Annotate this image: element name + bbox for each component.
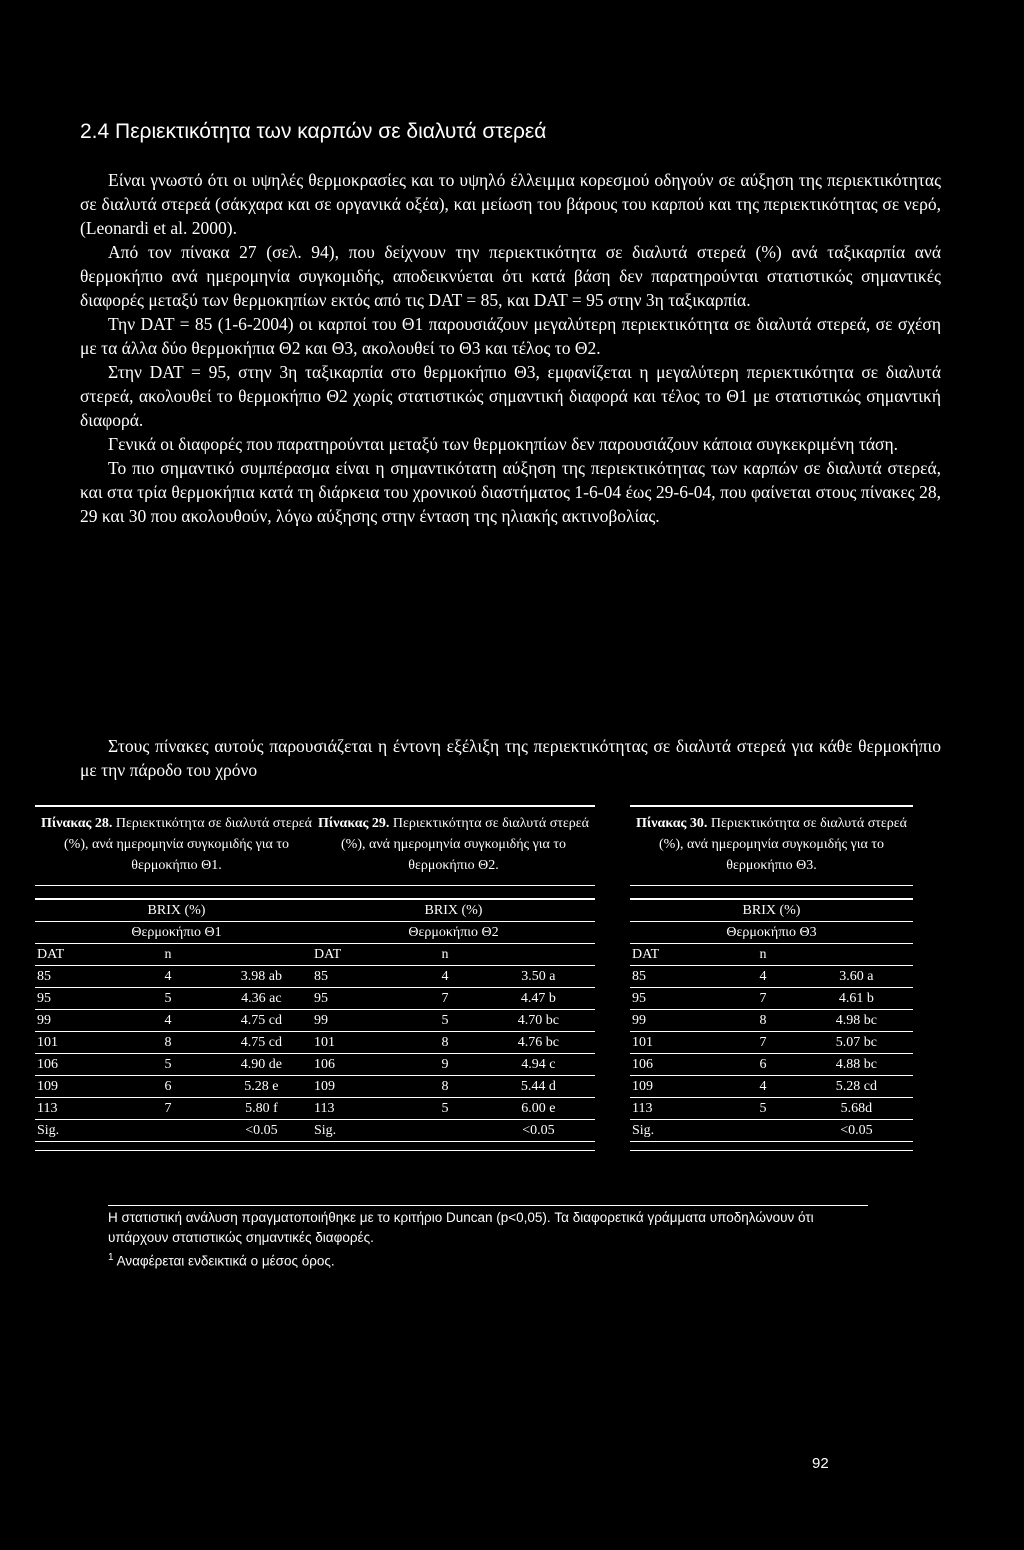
table-caption-number: Πίνακας 28. <box>41 816 113 831</box>
paragraph-3: Την DAT = 85 (1-6-2004) οι καρποί του Θ1 παρουσιάζουν μεγαλύτερη περιεκτικότητα σε διαλυτά στερεά, σε σχέση με τα άλλα δύο θερμοκήπια Θ2 και Θ3, ακολουθεί το Θ3 και τέλος το Θ2. <box>80 314 941 358</box>
table-row: 113 5 5.68d <box>630 1098 913 1120</box>
sig-row: Sig. <0.05 <box>35 1120 318 1142</box>
paragraph-6: Το πιο σημαντικό συμπέρασμα είναι η σημαντικότατη αύξηση της περιεκτικότητας των καρπών σε διαλυτά στερεά, και στα τρία θερμοκήπια κατά τη διάρκεια του χρονικού διαστήματος 1-6-04 έως 29-6-04, που φαίνεται στους πίνακες 28, 29 και 30 που ακολουθούν, λόγω αύξησης στην ένταση της ηλιακής ακτινοβολίας. <box>80 458 941 526</box>
greenhouse-header: Θερμοκήπιο Θ3 <box>630 922 913 944</box>
table-caption-number: Πίνακας 30. <box>636 816 708 831</box>
table-caption-number: Πίνακας 29. <box>318 816 390 831</box>
table-row: 113 5 6.00 e <box>312 1098 595 1120</box>
col-n: n <box>131 944 205 966</box>
table-row: 106 5 4.90 de <box>35 1054 318 1076</box>
col-dat: DAT <box>312 944 408 966</box>
table-row: 106 9 4.94 c <box>312 1054 595 1076</box>
table-28 <box>35 805 318 1151</box>
brix-header: BRIX (%) <box>312 899 595 922</box>
table-row: 101 8 4.76 bc <box>312 1032 595 1054</box>
footnote-mark: 1 <box>108 1252 114 1263</box>
table-row: 106 6 4.88 bc <box>630 1054 913 1076</box>
table-row: 99 4 4.75 cd <box>35 1010 318 1032</box>
table-row: 109 8 5.44 d <box>312 1076 595 1098</box>
table-row: 85 4 3.98 ab <box>35 966 318 988</box>
table-row: 95 7 4.61 b <box>630 988 913 1010</box>
table-row: 85 4 3.60 a <box>630 966 913 988</box>
table-caption-text: Περιεκτικότητα σε διαλυτά στερεά (%), ανά ημερομηνία συγκομιδής για το θερμοκήπιο Θ2. <box>341 816 589 873</box>
closing-text <box>80 734 941 782</box>
table-row: 99 5 4.70 bc <box>312 1010 595 1032</box>
table-row: 101 7 5.07 bc <box>630 1032 913 1054</box>
brix-table <box>312 898 595 1142</box>
footnote-line-2: $^1$ Αναφέρεται ενδεικτικά ο μέσος όρος. <box>108 1252 335 1269</box>
table-row: 85 4 3.50 a <box>312 966 595 988</box>
table-caption-text: Περιεκτικότητα σε διαλυτά στερεά (%), ανά ημερομηνία συγκομιδής για το θερμοκήπιο Θ1. <box>64 816 312 873</box>
page-number: 92 <box>812 1455 829 1472</box>
table-30 <box>630 805 913 1151</box>
table-row: 113 7 5.80 f <box>35 1098 318 1120</box>
footnote <box>108 1205 868 1272</box>
table-caption-text: Περιεκτικότητα σε διαλυτά στερεά (%), ανά ημερομηνία συγκομιδής για το θερμοκήπιο Θ3. <box>659 816 907 873</box>
body-text <box>80 168 941 528</box>
table-row: 101 8 4.75 cd <box>35 1032 318 1054</box>
table-row: 95 7 4.47 b <box>312 988 595 1010</box>
greenhouse-header: Θερμοκήπιο Θ2 <box>312 922 595 944</box>
paragraph-4: Στην DAT = 95, στην 3η ταξικαρπία στο θερμοκήπιο Θ3, εμφανίζεται η μεγαλύτερη περιεκτικότητα σε διαλυτά στερεά, ακολουθεί το θερμοκήπιο Θ2 χωρίς στατιστικώς σημαντική διαφορά και τέλος το Θ1 με στατιστικώς σημαντική διαφορά. <box>80 362 941 430</box>
table-caption <box>312 805 595 875</box>
greenhouse-header: Θερμοκήπιο Θ1 <box>35 922 318 944</box>
col-n: n <box>726 944 800 966</box>
closing-paragraph: Στους πίνακες αυτούς παρουσιάζεται η έντονη εξέλιξη της περιεκτικότητας σε διαλυτά στερεά για κάθε θερμοκήπιο με την πάροδο του χρόνο <box>80 736 941 780</box>
paragraph-1: Είναι γνωστό ότι οι υψηλές θερμοκρασίες και το υψηλό έλλειμμα κορεσμού οδηγούν σε αύξηση της περιεκτικότητας σε διαλυτά στερεά (σάκχαρα και σε οργανικά οξέα), και μείωση του βάρους του καρπού και της περιεκτικότητας σε νερό, (Leonardi et al. 2000). <box>80 170 941 238</box>
table-row: 99 8 4.98 bc <box>630 1010 913 1032</box>
brix-table <box>35 898 318 1142</box>
sig-row: Sig. <0.05 <box>630 1120 913 1142</box>
brix-header: BRIX (%) <box>630 899 913 922</box>
table-row: 109 4 5.28 cd <box>630 1076 913 1098</box>
section-heading: 2.4 Περιεκτικότητα των καρπών σε διαλυτά στερεά <box>80 120 547 143</box>
col-dat: DAT <box>35 944 131 966</box>
table-row: 95 5 4.36 ac <box>35 988 318 1010</box>
footnote-line-1: Η στατιστική ανάλυση πραγματοποιήθηκε με το κριτήριο Duncan (p<0,05). Τα διαφορετικά γράμματα υποδηλώνουν ότι υπάρχουν στατιστικώς σημαντικές διαφορές. <box>108 1210 814 1245</box>
sig-row: Sig. <0.05 <box>312 1120 595 1142</box>
table-caption <box>630 805 913 875</box>
paragraph-5: Γενικά οι διαφορές που παρατηρούνται μεταξύ των θερμοκηπίων δεν παρουσιάζουν κάποια συγκεκριμένη τάση. <box>108 434 898 454</box>
table-caption <box>35 805 318 875</box>
brix-table <box>630 898 913 1142</box>
paragraph-2: Από τον πίνακα 27 (σελ. 94), που δείχνουν την περιεκτικότητα σε διαλυτά στερεά (%) ανά ταξικαρπία ανά θερμοκήπιο ανά ημερομηνία συγκομιδής, αποδεικνύεται ότι κατά βάση δεν παρατηρούνται στατιστικώς σημαντικές διαφορές μεταξύ των θερμοκηπίων εκτός από τις DAT = 85, και DAT = 95 στην 3η ταξικαρπία. <box>80 242 941 310</box>
brix-header: BRIX (%) <box>35 899 318 922</box>
table-29 <box>312 805 595 1151</box>
table-row: 109 6 5.28 e <box>35 1076 318 1098</box>
col-dat: DAT <box>630 944 726 966</box>
col-n: n <box>408 944 482 966</box>
